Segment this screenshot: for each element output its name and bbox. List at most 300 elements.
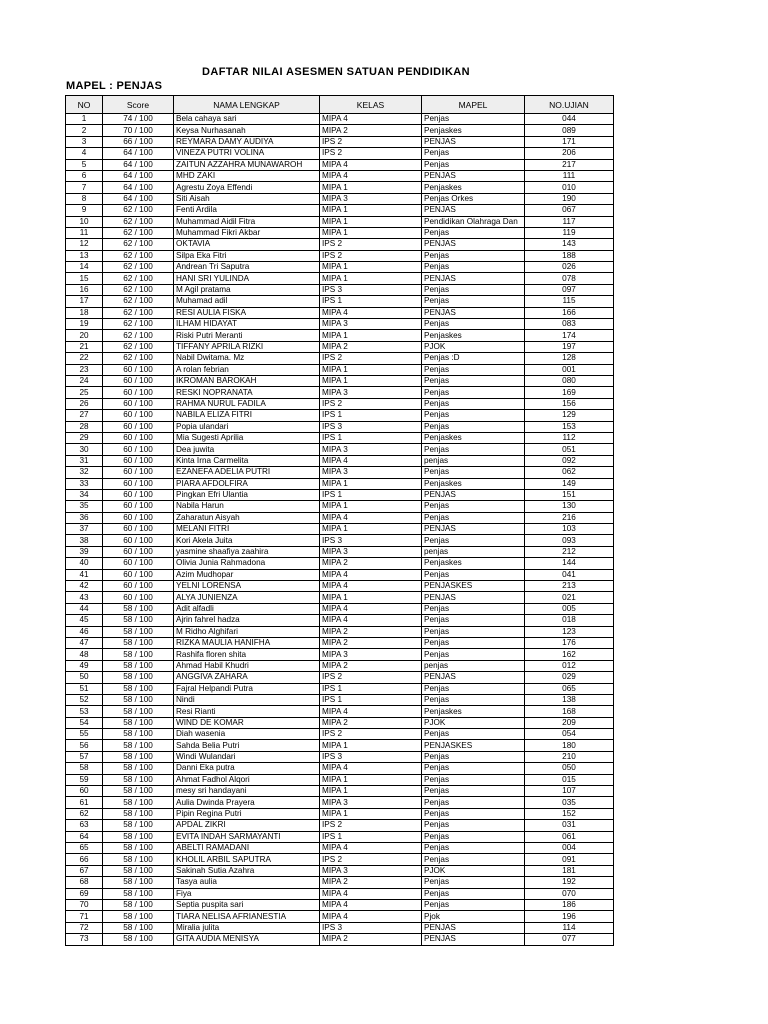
cell-no-ujian: 216 [525, 512, 614, 523]
cell-mapel: Penjas [422, 421, 525, 432]
cell-score: 58 / 100 [103, 706, 174, 717]
cell-kelas: MIPA 3 [320, 193, 422, 204]
table-row [66, 672, 614, 683]
cell-no-ujian: 169 [525, 387, 614, 398]
cell-no-ujian: 065 [525, 683, 614, 694]
cell-score: 64 / 100 [103, 170, 174, 181]
cell-kelas: MIPA 1 [320, 524, 422, 535]
cell-no-ujian: 103 [525, 524, 614, 535]
cell-name: Miralia julita [174, 922, 320, 933]
cell-name: Riski Putri Meranti [174, 330, 320, 341]
cell-no-ujian: 078 [525, 273, 614, 284]
cell-no-ujian: 156 [525, 398, 614, 409]
table-row [66, 592, 614, 603]
cell-score: 60 / 100 [103, 410, 174, 421]
cell-no-ujian: 188 [525, 250, 614, 261]
cell-mapel: PENJAS [422, 136, 525, 147]
page-title: DAFTAR NILAI ASESMEN SATUAN PENDIDIKAN [202, 66, 470, 78]
cell-kelas: IPS 2 [320, 148, 422, 159]
cell-no-ujian: 162 [525, 649, 614, 660]
cell-mapel: Penjas [422, 387, 525, 398]
cell-score: 62 / 100 [103, 296, 174, 307]
cell-no-ujian: 051 [525, 444, 614, 455]
cell-no-ujian: 031 [525, 820, 614, 831]
cell-kelas: MIPA 4 [320, 455, 422, 466]
cell-no-ujian: 217 [525, 159, 614, 170]
table-row [66, 432, 614, 443]
cell-kelas: MIPA 1 [320, 501, 422, 512]
cell-no-ujian: 035 [525, 797, 614, 808]
cell-no-ujian: 111 [525, 170, 614, 181]
cell-mapel: Penjas [422, 296, 525, 307]
cell-name: Ajrin fahrel hadza [174, 615, 320, 626]
cell-no: 16 [66, 284, 103, 295]
cell-name: MELANI FITRI [174, 524, 320, 535]
cell-mapel: Penjas [422, 148, 525, 159]
cell-no-ujian: 054 [525, 729, 614, 740]
cell-name: Muhammad Aidil Fitra [174, 216, 320, 227]
cell-kelas: MIPA 1 [320, 774, 422, 785]
cell-no: 61 [66, 797, 103, 808]
cell-kelas: IPS 1 [320, 683, 422, 694]
cell-mapel: Penjas [422, 626, 525, 637]
cell-no: 54 [66, 717, 103, 728]
cell-name: M Ridho Alghifari [174, 626, 320, 637]
cell-name: RAHMA NURUL FADILA [174, 398, 320, 409]
cell-kelas: MIPA 2 [320, 558, 422, 569]
table-row [66, 922, 614, 933]
cell-no: 70 [66, 899, 103, 910]
cell-no: 62 [66, 808, 103, 819]
cell-no-ujian: 168 [525, 706, 614, 717]
cell-mapel: Penjas [422, 831, 525, 842]
cell-mapel: Penjas [422, 512, 525, 523]
cell-mapel: PENJAS [422, 922, 525, 933]
cell-no-ujian: 190 [525, 193, 614, 204]
cell-no-ujian: 143 [525, 239, 614, 250]
cell-no: 17 [66, 296, 103, 307]
cell-no: 32 [66, 467, 103, 478]
cell-kelas: MIPA 1 [320, 262, 422, 273]
header-mapel: MAPEL [422, 96, 525, 114]
table-row [66, 899, 614, 910]
cell-name: Mia Sugesti Aprilia [174, 432, 320, 443]
table-row [66, 637, 614, 648]
cell-no: 35 [66, 501, 103, 512]
table-row [66, 694, 614, 705]
cell-no-ujian: 005 [525, 603, 614, 614]
cell-score: 60 / 100 [103, 455, 174, 466]
cell-kelas: IPS 2 [320, 820, 422, 831]
cell-no: 1 [66, 114, 103, 125]
cell-kelas: MIPA 2 [320, 637, 422, 648]
cell-name: Aulia Dwinda Prayera [174, 797, 320, 808]
cell-mapel: PJOK [422, 865, 525, 876]
cell-mapel: Penjas [422, 364, 525, 375]
cell-name: M Agil pratama [174, 284, 320, 295]
cell-score: 62 / 100 [103, 353, 174, 364]
cell-score: 64 / 100 [103, 148, 174, 159]
cell-no: 68 [66, 877, 103, 888]
subject-label: MAPEL : PENJAS [66, 80, 163, 92]
cell-score: 62 / 100 [103, 262, 174, 273]
table-row [66, 934, 614, 945]
cell-no-ujian: 117 [525, 216, 614, 227]
cell-kelas: MIPA 4 [320, 159, 422, 170]
cell-score: 58 / 100 [103, 615, 174, 626]
cell-name: Silpa Eka Fitri [174, 250, 320, 261]
cell-no: 45 [66, 615, 103, 626]
cell-no-ujian: 089 [525, 125, 614, 136]
cell-no: 7 [66, 182, 103, 193]
cell-mapel: Penjas [422, 877, 525, 888]
cell-mapel: Penjaskes [422, 432, 525, 443]
cell-name: Septia puspita sari [174, 899, 320, 910]
cell-kelas: MIPA 1 [320, 592, 422, 603]
cell-mapel: Penjas [422, 615, 525, 626]
cell-no: 67 [66, 865, 103, 876]
cell-no-ujian: 050 [525, 763, 614, 774]
table-row [66, 729, 614, 740]
cell-mapel: Penjas [422, 637, 525, 648]
cell-mapel: Penjas [422, 820, 525, 831]
cell-no: 28 [66, 421, 103, 432]
cell-score: 58 / 100 [103, 774, 174, 785]
table-row [66, 262, 614, 273]
cell-name: APDAL ZIKRI [174, 820, 320, 831]
cell-kelas: IPS 1 [320, 410, 422, 421]
cell-no: 59 [66, 774, 103, 785]
cell-no: 22 [66, 353, 103, 364]
cell-kelas: MIPA 4 [320, 706, 422, 717]
table-row [66, 444, 614, 455]
cell-score: 60 / 100 [103, 489, 174, 500]
cell-no-ujian: 138 [525, 694, 614, 705]
cell-kelas: MIPA 4 [320, 603, 422, 614]
cell-no-ujian: 070 [525, 888, 614, 899]
cell-no: 53 [66, 706, 103, 717]
cell-no: 24 [66, 375, 103, 386]
cell-no: 55 [66, 729, 103, 740]
cell-mapel: PENJASKES [422, 740, 525, 751]
cell-mapel: PENJAS [422, 592, 525, 603]
cell-score: 60 / 100 [103, 581, 174, 592]
table-row [66, 512, 614, 523]
table-row [66, 683, 614, 694]
cell-mapel: Penjas [422, 774, 525, 785]
cell-score: 64 / 100 [103, 193, 174, 204]
cell-name: Andrean Tri Saputra [174, 262, 320, 273]
cell-no: 64 [66, 831, 103, 842]
cell-score: 58 / 100 [103, 888, 174, 899]
cell-kelas: MIPA 2 [320, 660, 422, 671]
cell-name: WIND DE KOMAR [174, 717, 320, 728]
cell-score: 60 / 100 [103, 398, 174, 409]
cell-no-ujian: 015 [525, 774, 614, 785]
cell-kelas: IPS 1 [320, 831, 422, 842]
cell-score: 62 / 100 [103, 250, 174, 261]
cell-mapel: Penjas [422, 899, 525, 910]
cell-score: 60 / 100 [103, 592, 174, 603]
cell-score: 60 / 100 [103, 375, 174, 386]
cell-no-ujian: 010 [525, 182, 614, 193]
cell-score: 74 / 100 [103, 114, 174, 125]
table-row [66, 888, 614, 899]
cell-no-ujian: 151 [525, 489, 614, 500]
cell-score: 58 / 100 [103, 808, 174, 819]
cell-no: 44 [66, 603, 103, 614]
cell-no: 65 [66, 843, 103, 854]
table-row [66, 558, 614, 569]
cell-score: 58 / 100 [103, 626, 174, 637]
cell-name: GITA AUDIA MENISYA [174, 934, 320, 945]
cell-no-ujian: 123 [525, 626, 614, 637]
cell-mapel: Penjas [422, 603, 525, 614]
cell-no: 38 [66, 535, 103, 546]
cell-mapel: Penjas [422, 763, 525, 774]
cell-no-ujian: 091 [525, 854, 614, 865]
cell-no-ujian: 080 [525, 375, 614, 386]
cell-no-ujian: 180 [525, 740, 614, 751]
cell-name: Nabil Dwitama. Mz [174, 353, 320, 364]
table-row [66, 170, 614, 181]
cell-name: KHOLIL ARBIL SAPUTRA [174, 854, 320, 865]
cell-score: 60 / 100 [103, 444, 174, 455]
cell-mapel: Penjas [422, 319, 525, 330]
table-row [66, 626, 614, 637]
cell-score: 62 / 100 [103, 205, 174, 216]
cell-kelas: MIPA 1 [320, 205, 422, 216]
cell-name: mesy sri handayani [174, 786, 320, 797]
cell-kelas: MIPA 3 [320, 467, 422, 478]
cell-no: 8 [66, 193, 103, 204]
cell-score: 58 / 100 [103, 934, 174, 945]
table-row [66, 398, 614, 409]
cell-no-ujian: 129 [525, 410, 614, 421]
cell-no: 21 [66, 341, 103, 352]
table-row [66, 865, 614, 876]
cell-mapel: PENJASKES [422, 581, 525, 592]
cell-kelas: MIPA 3 [320, 649, 422, 660]
cell-no: 40 [66, 558, 103, 569]
cell-mapel: Penjas [422, 535, 525, 546]
cell-mapel: Penjaskes [422, 478, 525, 489]
table-row [66, 911, 614, 922]
cell-mapel: PENJAS [422, 524, 525, 535]
table-row [66, 273, 614, 284]
cell-name: Nindi [174, 694, 320, 705]
cell-kelas: IPS 2 [320, 353, 422, 364]
header-score: Score [103, 96, 174, 114]
cell-no-ujian: 041 [525, 569, 614, 580]
cell-no-ujian: 112 [525, 432, 614, 443]
cell-mapel: Penjas [422, 683, 525, 694]
cell-mapel: Penjas [422, 444, 525, 455]
cell-score: 62 / 100 [103, 284, 174, 295]
cell-no: 3 [66, 136, 103, 147]
cell-mapel: Penjaskes [422, 125, 525, 136]
cell-no-ujian: 044 [525, 114, 614, 125]
cell-score: 62 / 100 [103, 239, 174, 250]
cell-name: Agrestu Zoya Effendi [174, 182, 320, 193]
header-nama-lengkap: NAMA LENGKAP [174, 96, 320, 114]
cell-no-ujian: 012 [525, 660, 614, 671]
table-row [66, 159, 614, 170]
cell-no: 52 [66, 694, 103, 705]
cell-no-ujian: 128 [525, 353, 614, 364]
cell-name: VINEZA PUTRI VOLINA [174, 148, 320, 159]
cell-kelas: MIPA 4 [320, 512, 422, 523]
table-row [66, 114, 614, 125]
table-row [66, 535, 614, 546]
table-row [66, 706, 614, 717]
cell-no: 56 [66, 740, 103, 751]
cell-kelas: IPS 2 [320, 854, 422, 865]
cell-no: 9 [66, 205, 103, 216]
cell-score: 60 / 100 [103, 535, 174, 546]
cell-no-ujian: 077 [525, 934, 614, 945]
cell-kelas: MIPA 1 [320, 273, 422, 284]
header-no: NO [66, 96, 103, 114]
cell-no: 66 [66, 854, 103, 865]
cell-name: Muhammad Fikri Akbar [174, 227, 320, 238]
cell-name: Adit alfadli [174, 603, 320, 614]
table-row [66, 843, 614, 854]
table-row [66, 808, 614, 819]
cell-name: Siti Aisah [174, 193, 320, 204]
cell-kelas: MIPA 1 [320, 808, 422, 819]
cell-kelas: MIPA 4 [320, 763, 422, 774]
cell-name: Ahmat Fadhol Alqori [174, 774, 320, 785]
cell-score: 58 / 100 [103, 911, 174, 922]
table-row [66, 615, 614, 626]
cell-kelas: MIPA 4 [320, 911, 422, 922]
cell-name: Fenti Ardila [174, 205, 320, 216]
table-row [66, 375, 614, 386]
cell-kelas: IPS 3 [320, 751, 422, 762]
cell-name: ABELTI RAMADANI [174, 843, 320, 854]
cell-kelas: IPS 3 [320, 922, 422, 933]
cell-score: 58 / 100 [103, 854, 174, 865]
cell-score: 58 / 100 [103, 672, 174, 683]
table-row [66, 786, 614, 797]
cell-no-ujian: 196 [525, 911, 614, 922]
cell-no: 47 [66, 637, 103, 648]
cell-kelas: IPS 2 [320, 729, 422, 740]
cell-score: 58 / 100 [103, 820, 174, 831]
cell-kelas: MIPA 1 [320, 364, 422, 375]
cell-name: Sahda Belia Putri [174, 740, 320, 751]
table-row [66, 467, 614, 478]
cell-name: Popia ulandari [174, 421, 320, 432]
cell-score: 58 / 100 [103, 843, 174, 854]
table-row [66, 364, 614, 375]
cell-kelas: MIPA 1 [320, 478, 422, 489]
cell-score: 58 / 100 [103, 831, 174, 842]
cell-name: RESI AULIA FISKA [174, 307, 320, 318]
cell-no-ujian: 093 [525, 535, 614, 546]
table-row [66, 216, 614, 227]
table-row [66, 205, 614, 216]
cell-name: Rashifa floren shita [174, 649, 320, 660]
cell-kelas: MIPA 2 [320, 626, 422, 637]
table-row [66, 603, 614, 614]
table-row [66, 820, 614, 831]
table-row [66, 546, 614, 557]
cell-mapel: PENJAS [422, 170, 525, 181]
cell-mapel: Penjas [422, 649, 525, 660]
cell-score: 60 / 100 [103, 546, 174, 557]
cell-name: MHD ZAKI [174, 170, 320, 181]
cell-mapel: PENJAS [422, 489, 525, 500]
cell-no-ujian: 067 [525, 205, 614, 216]
cell-mapel: PJOK [422, 341, 525, 352]
cell-kelas: MIPA 3 [320, 319, 422, 330]
cell-mapel: penjas [422, 455, 525, 466]
cell-no: 58 [66, 763, 103, 774]
cell-no: 72 [66, 922, 103, 933]
cell-score: 58 / 100 [103, 729, 174, 740]
cell-score: 70 / 100 [103, 125, 174, 136]
cell-score: 58 / 100 [103, 740, 174, 751]
table-row [66, 341, 614, 352]
table-row [66, 148, 614, 159]
table-row [66, 489, 614, 500]
cell-kelas: MIPA 3 [320, 797, 422, 808]
cell-no: 30 [66, 444, 103, 455]
cell-name: Resi Rianti [174, 706, 320, 717]
cell-score: 62 / 100 [103, 341, 174, 352]
table-body [66, 114, 614, 946]
cell-kelas: IPS 3 [320, 535, 422, 546]
cell-no: 51 [66, 683, 103, 694]
cell-no-ujian: 130 [525, 501, 614, 512]
cell-score: 62 / 100 [103, 330, 174, 341]
cell-name: Fiya [174, 888, 320, 899]
cell-name: EZANEFA ADELIA PUTRI [174, 467, 320, 478]
table-row [66, 501, 614, 512]
cell-no: 42 [66, 581, 103, 592]
cell-kelas: IPS 1 [320, 694, 422, 705]
cell-no-ujian: 176 [525, 637, 614, 648]
cell-kelas: IPS 3 [320, 421, 422, 432]
cell-kelas: MIPA 3 [320, 546, 422, 557]
cell-no: 71 [66, 911, 103, 922]
cell-kelas: IPS 2 [320, 398, 422, 409]
cell-no-ujian: 021 [525, 592, 614, 603]
cell-score: 58 / 100 [103, 649, 174, 660]
table-row [66, 660, 614, 671]
cell-no-ujian: 197 [525, 341, 614, 352]
cell-kelas: MIPA 1 [320, 786, 422, 797]
cell-name: Keysa Nurhasanah [174, 125, 320, 136]
cell-mapel: Penjaskes [422, 706, 525, 717]
table-row [66, 455, 614, 466]
cell-score: 60 / 100 [103, 432, 174, 443]
cell-no: 13 [66, 250, 103, 261]
cell-mapel: Penjas [422, 114, 525, 125]
cell-no-ujian: 061 [525, 831, 614, 842]
cell-mapel: Penjas [422, 250, 525, 261]
cell-no: 29 [66, 432, 103, 443]
cell-no: 57 [66, 751, 103, 762]
table-row [66, 296, 614, 307]
cell-score: 60 / 100 [103, 364, 174, 375]
cell-score: 66 / 100 [103, 136, 174, 147]
cell-name: ZAITUN AZZAHRA MUNAWAROH [174, 159, 320, 170]
cell-no-ujian: 083 [525, 319, 614, 330]
cell-mapel: Penjas [422, 227, 525, 238]
